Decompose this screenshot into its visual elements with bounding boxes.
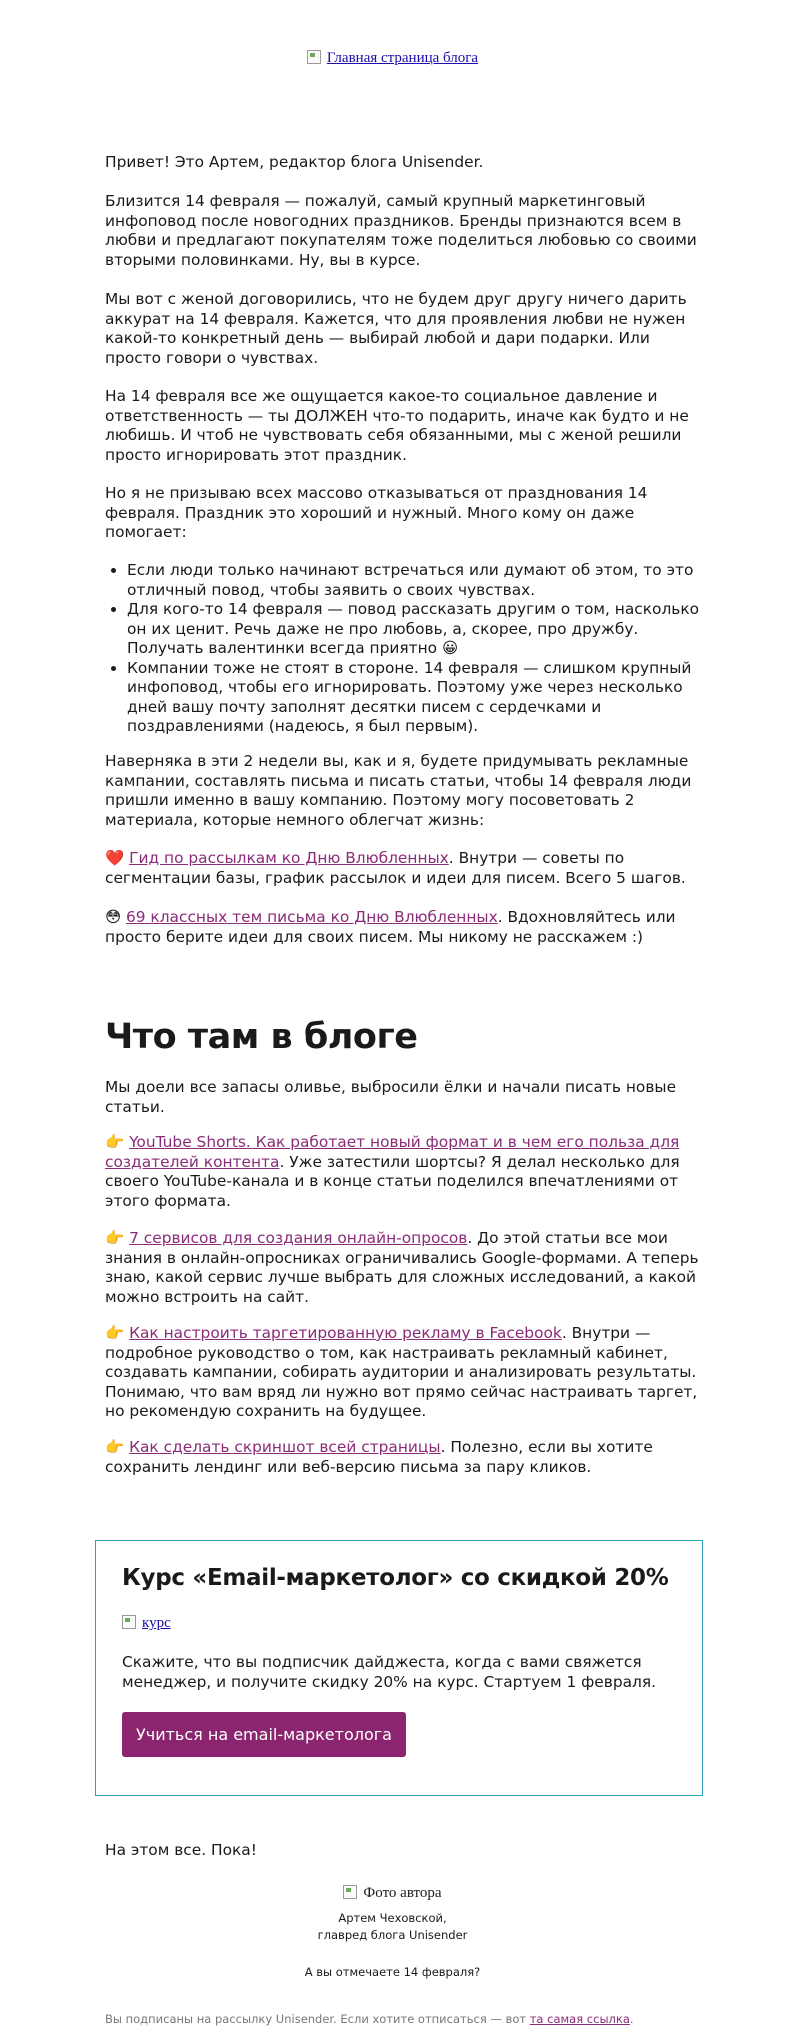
intro-paragraph-2: Мы вот с женой договорились, что не будем друг другу ничего дарить аккурат на 14 февраля. Кажется, что для проявления любви не нужен какой-то конкретный день — выбирай любой и дари подарки. Или просто говори о чувствах.: [105, 290, 687, 367]
full-page-screenshot-link[interactable]: Как сделать скриншот всей страницы: [129, 1438, 441, 1456]
resource-description: . Внутри — советы по сегментации базы, график рассылок и идеи для писем. Всего 5 шагов.: [105, 849, 686, 887]
blog-section-title: Что там в блоге: [105, 1017, 418, 1057]
pointing-hand-icon: 👉: [105, 1133, 125, 1151]
blog-logo[interactable]: [0, 50, 785, 67]
list-item: • Компании тоже не стоят в стороне. 14 февраля — слишком крупный инфоповод, чтобы его игнорировать. Поэтому уже через несколько дней вашу почту заполнят десятки писем с сердечками и поздравлениями (надеюсь, я был первым).: [127, 659, 707, 737]
broken-image-icon: [122, 1615, 136, 1629]
footer: [105, 2012, 700, 2026]
intro-paragraph-1: Близится 14 февраля — пожалуй, самый крупный маркетинговый инфоповод после новогодних праздников. Бренды признаются всем в любви и предлагают покупателям тоже поделиться любовью со своими вторыми половинками. Ну, вы в курсе.: [105, 192, 697, 269]
heart-icon: ❤️: [105, 849, 125, 867]
flushed-face-icon: 😳: [105, 908, 122, 926]
resource-description: . Вдохновляйтесь или просто берите идеи для своих писем. Мы никому не расскажем :): [105, 908, 676, 946]
valentines-guide-link[interactable]: Гид по рассылкам ко Дню Влюбленных: [129, 849, 449, 867]
subject-lines-link[interactable]: 69 классных тем письма ко Дню Влюбленных: [125, 908, 498, 926]
pointing-hand-icon: 👉: [105, 1324, 125, 1342]
blog-lead: Мы доели все запасы оливье, выбросили ёлки и начали писать новые статьи.: [105, 1078, 677, 1116]
blog-home-link[interactable]: Главная страница блога: [326, 50, 479, 66]
greeting: Привет! Это Артем, редактор блога Unisender.: [105, 153, 484, 171]
intro-paragraph-4: Но я не призываю всех массово отказываться от празднования 14 февраля. Праздник это хороший и нужный. Много кому он даже помогает:: [105, 484, 648, 541]
course-promo-card: [95, 1540, 703, 1796]
course-title: Курс «Email-маркетолог» со скидкой 20%: [122, 1565, 669, 1591]
blog-item: [105, 1133, 700, 1211]
reasons-list: [105, 561, 707, 737]
course-image[interactable]: [122, 1615, 171, 1632]
youtube-shorts-link[interactable]: YouTube Shorts. Как работает новый формат и в чем его польза для создателей контента: [105, 1133, 680, 1171]
blog-item-description: . Внутри — подробное руководство о том, как настраивать рекламный кабинет, создавать кампании, собирать аудитории и анализировать результаты. Понимаю, что вам вряд ли нужно вот прямо сейчас настраивать таргет, но рекомендую сохранить на будущее.: [105, 1324, 698, 1420]
signoff-text: На этом все. Пока!: [105, 1841, 257, 1859]
resource-item: [105, 908, 700, 947]
broken-image-icon: [307, 50, 321, 64]
blog-item-description: . Полезно, если вы хотите сохранить лендинг или веб-версию письма за пару кликов.: [105, 1438, 653, 1476]
facebook-ads-link[interactable]: Как настроить таргетированную рекламу в Facebook: [129, 1324, 562, 1342]
blog-item: [105, 1229, 700, 1307]
author-name: Артем Чеховской,: [338, 1911, 447, 1925]
pointing-hand-icon: 👉: [105, 1438, 125, 1456]
broken-image-icon: [343, 1885, 357, 1899]
author-photo: [0, 1885, 785, 1902]
blog-item: [105, 1324, 700, 1422]
intro-paragraph-3: На 14 февраля все же ощущается какое-то социальное давление и ответственность — ты ДОЛЖЕН что-то подарить, иначе как будто и не любишь. И чтоб не чувствовать себя обязанными, мы с женой решили просто игнорировать этот праздник.: [105, 387, 689, 464]
closing-question: А вы отмечаете 14 февраля?: [304, 1965, 481, 1979]
footer-end: .: [629, 2012, 634, 2026]
footer-text: Вы подписаны на рассылку Unisender. Если хотите отписаться — вот: [105, 2012, 530, 2026]
survey-services-link[interactable]: 7 сервисов для создания онлайн-опросов: [129, 1229, 468, 1247]
blog-item-description: . Уже затестили шортсы? Я делал несколько для своего YouTube-канала и в конце статьи поделился впечатлениями от этого формата.: [105, 1152, 680, 1210]
unsubscribe-link[interactable]: та самая ссылка: [529, 2012, 630, 2026]
course-image-link[interactable]: курс: [142, 1615, 171, 1631]
author-photo-alt: Фото автора: [363, 1885, 442, 1901]
list-item: • Если люди только начинают встречаться или думают об этом, то это отличный повод, чтобы заявить о своих чувствах.: [127, 561, 707, 600]
blog-item: [105, 1438, 700, 1477]
blog-item-description: . До этой статьи все мои знания в онлайн-опросниках ограничивались Google-формами. А теперь знаю, какой сервис лучше выбрать для сложных исследований, а какой можно встроить на сайт.: [105, 1229, 699, 1306]
enroll-course-button[interactable]: Учиться на email-маркетолога: [122, 1712, 406, 1757]
course-description: Скажите, что вы подписчик дайджеста, когда с вами свяжется менеджер, и получите скидку 20% на курс. Стартуем 1 февраля.: [122, 1653, 657, 1691]
pointing-hand-icon: 👉: [105, 1229, 125, 1247]
intro-paragraph-5: Наверняка в эти 2 недели вы, как и я, будете придумывать рекламные кампании, составлять письма и писать статьи, чтобы 14 февраля люди пришли именно в вашу компанию. Поэтому могу посоветовать 2 материала, которые немного облегчат жизнь:: [105, 752, 692, 829]
resource-item: [105, 849, 700, 888]
list-item: • Для кого-то 14 февраля — повод рассказать другим о том, насколько он их ценит. Речь даже не про любовь, а, скорее, про дружбу. Получать валентинки всегда приятно 😀: [127, 600, 707, 659]
author-role: главред блога Unisender: [317, 1928, 468, 1942]
